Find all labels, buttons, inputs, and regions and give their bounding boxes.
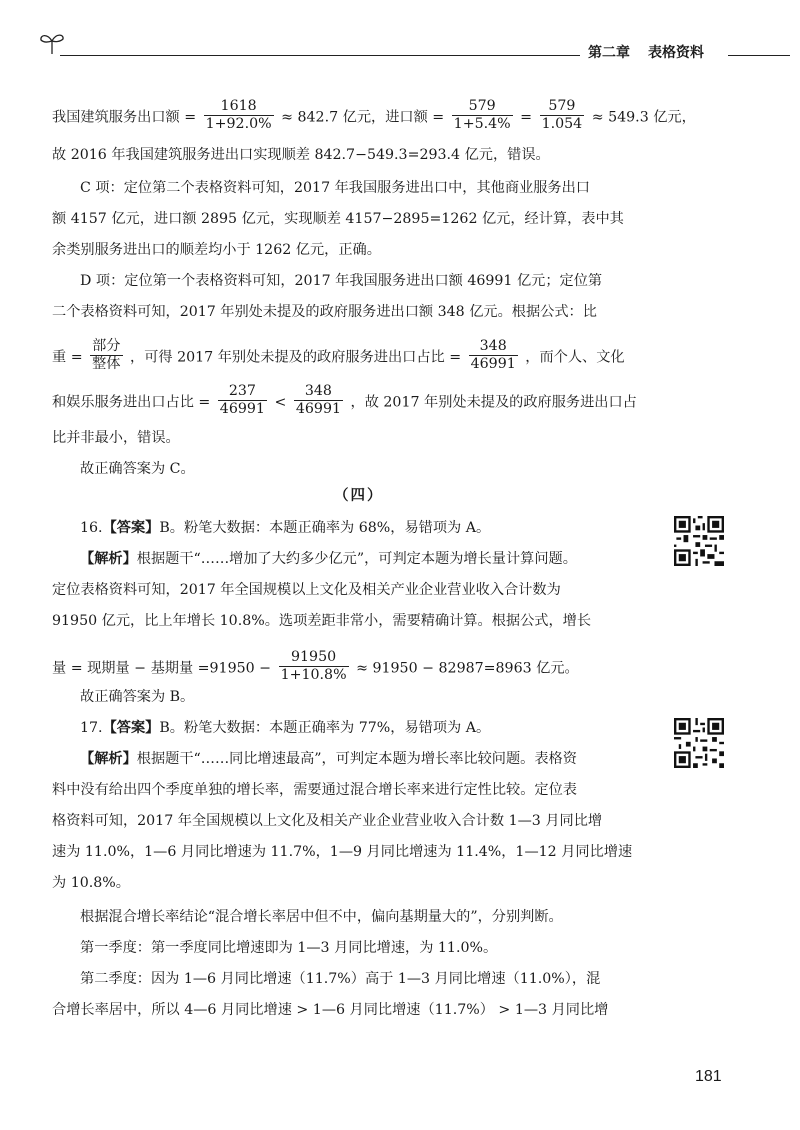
text-line: 故 2016 年我国建筑服务进出口实现顺差 842.7−549.3=293.4 亿元，错误。 bbox=[52, 147, 550, 163]
text-segment: 根据题干“……同比增速最高”，可判定本题为增长率比较问题。表格资 bbox=[136, 751, 577, 767]
text-line: 合增长率居中，所以 4—6 月同比增速 > 1—6 月同比增速（11.7%） > 1—3 月同比增 bbox=[52, 1002, 609, 1018]
chapter-name: 表格资料 bbox=[648, 45, 704, 61]
text-line bbox=[80, 518, 490, 538]
fraction bbox=[469, 338, 518, 373]
fraction bbox=[452, 98, 513, 133]
text-line bbox=[80, 718, 490, 738]
header-rule-right bbox=[728, 55, 790, 56]
fraction bbox=[90, 338, 122, 373]
question-number: 17. bbox=[80, 720, 103, 736]
text-segment: ，故 2017 年别处未提及的政府服务进出口占 bbox=[350, 394, 637, 411]
text-line bbox=[52, 100, 696, 135]
text-line: 格资料可知，2017 年全国规模以上文化及相关产业企业营业收入合计数 1—3 月同比增 bbox=[52, 813, 603, 829]
text-segment: < bbox=[274, 394, 287, 411]
fraction-denominator: 1.054 bbox=[541, 116, 583, 132]
text-line: 为 10.8%。 bbox=[52, 875, 130, 891]
text-segment: B。粉笔大数据：本题正确率为 68%，易错项为 A。 bbox=[159, 520, 491, 536]
text-line: 额 4157 亿元，进口额 2895 亿元，实现顺差 4157−2895=1262 亿元，经计算，表中其 bbox=[52, 211, 624, 227]
text-segment: 和娱乐服务进出口占比 = bbox=[52, 394, 211, 411]
answer-tag: 【答案】 bbox=[102, 520, 160, 536]
text-line: D 项：定位第一个表格资料可知，2017 年我国服务进出口额 46991 亿元；定位第 bbox=[80, 273, 603, 289]
text-line: 故正确答案为 C。 bbox=[80, 461, 195, 477]
chapter-title bbox=[588, 42, 704, 62]
text-line bbox=[52, 340, 625, 375]
fraction-denominator: 1+10.8% bbox=[280, 667, 347, 683]
fraction-numerator: 348 bbox=[294, 383, 343, 401]
text-line: 根据混合增长率结论“混合增长率居中但不中，偏向基期量大的”，分别判断。 bbox=[80, 909, 563, 925]
text-line: 余类别服务进出口的顺差均小于 1262 亿元，正确。 bbox=[52, 242, 381, 258]
text-line: 料中没有给出四个季度单独的增长率，需要通过混合增长率来进行定性比较。定位表 bbox=[52, 782, 577, 798]
text-line: 定位表格资料可知，2017 年全国规模以上文化及相关产业企业营业收入合计数为 bbox=[52, 582, 561, 598]
fraction-numerator: 91950 bbox=[279, 649, 349, 667]
page-number: 181 bbox=[695, 1068, 722, 1085]
text-segment: ≈ 91950 − 82987=8963 亿元。 bbox=[356, 660, 579, 677]
fraction-denominator: 46991 bbox=[219, 401, 265, 417]
text-segment: = bbox=[520, 109, 533, 126]
text-line: 故正确答案为 B。 bbox=[80, 689, 195, 705]
leaf-logo-icon bbox=[38, 30, 66, 56]
fraction-denominator: 整体 bbox=[92, 356, 121, 372]
fraction-numerator: 348 bbox=[469, 338, 518, 356]
fraction bbox=[294, 383, 343, 418]
text-line bbox=[80, 549, 577, 569]
chapter-number: 第二章 bbox=[588, 45, 630, 61]
fraction-denominator: 46991 bbox=[470, 356, 516, 372]
section-heading: （四） bbox=[334, 487, 384, 504]
text-line: C 项：定位第二个表格资料可知，2017 年我国服务进出口中，其他商业服务出口 bbox=[80, 180, 590, 196]
text-segment: ，而个人、文化 bbox=[525, 349, 625, 366]
text-line: 91950 亿元，比上年增长 10.8%。选项差距非常小，需要精确计算。根据公式，增长 bbox=[52, 613, 592, 629]
qr-code-icon[interactable] bbox=[674, 718, 724, 768]
fraction-numerator: 579 bbox=[540, 98, 585, 116]
text-segment: 根据题干“……增加了大约多少亿元”，可判定本题为增长量计算问题。 bbox=[136, 551, 577, 567]
text-segment: 重 = bbox=[52, 349, 83, 366]
fraction-denominator: 1+92.0% bbox=[205, 116, 272, 132]
answer-tag: 【答案】 bbox=[102, 720, 160, 736]
fraction-numerator: 237 bbox=[218, 383, 267, 401]
text-line: 第一季度：第一季度同比增速即为 1—3 月同比增速，为 11.0%。 bbox=[80, 940, 498, 956]
analysis-tag: 【解析】 bbox=[80, 551, 137, 567]
text-segment: 量 = 现期量 − 基期量 =91950 − bbox=[52, 660, 272, 677]
text-segment: 我国建筑服务出口额 = bbox=[52, 109, 197, 126]
fraction bbox=[218, 383, 267, 418]
fraction-denominator: 46991 bbox=[295, 401, 341, 417]
qr-code-icon[interactable] bbox=[674, 516, 724, 566]
fraction bbox=[279, 649, 349, 684]
fraction-numerator: 部分 bbox=[92, 338, 121, 354]
fraction bbox=[204, 98, 274, 133]
fraction bbox=[540, 98, 585, 133]
text-line: 二个表格资料可知，2017 年别处未提及的政府服务进出口额 348 亿元。根据公式：比 bbox=[52, 304, 597, 320]
text-segment: B。粉笔大数据：本题正确率为 77%，易错项为 A。 bbox=[159, 720, 491, 736]
fraction-numerator: 1618 bbox=[204, 98, 274, 116]
text-segment: ，可得 2017 年别处未提及的政府服务进出口占比 = bbox=[130, 349, 462, 366]
text-segment: ≈ 842.7 亿元，进口额 = bbox=[281, 109, 445, 126]
text-line bbox=[80, 749, 577, 769]
text-line bbox=[52, 385, 637, 420]
fraction-denominator: 1+5.4% bbox=[453, 116, 511, 132]
page-header bbox=[0, 28, 800, 68]
text-line: 第二季度：因为 1—6 月同比增速（11.7%）高于 1—3 月同比增速（11.0%），混 bbox=[80, 971, 601, 987]
text-segment: ≈ 549.3 亿元， bbox=[591, 109, 696, 126]
analysis-tag: 【解析】 bbox=[80, 751, 137, 767]
question-number: 16. bbox=[80, 520, 103, 536]
text-line: 速为 11.0%，1—6 月同比增速为 11.7%，1—9 月同比增速为 11.4%，1—12 月同比增速 bbox=[52, 844, 633, 860]
fraction-numerator: 579 bbox=[452, 98, 513, 116]
text-line: 比并非最小，错误。 bbox=[52, 430, 180, 446]
header-rule-left bbox=[60, 55, 580, 56]
text-line bbox=[52, 651, 579, 686]
